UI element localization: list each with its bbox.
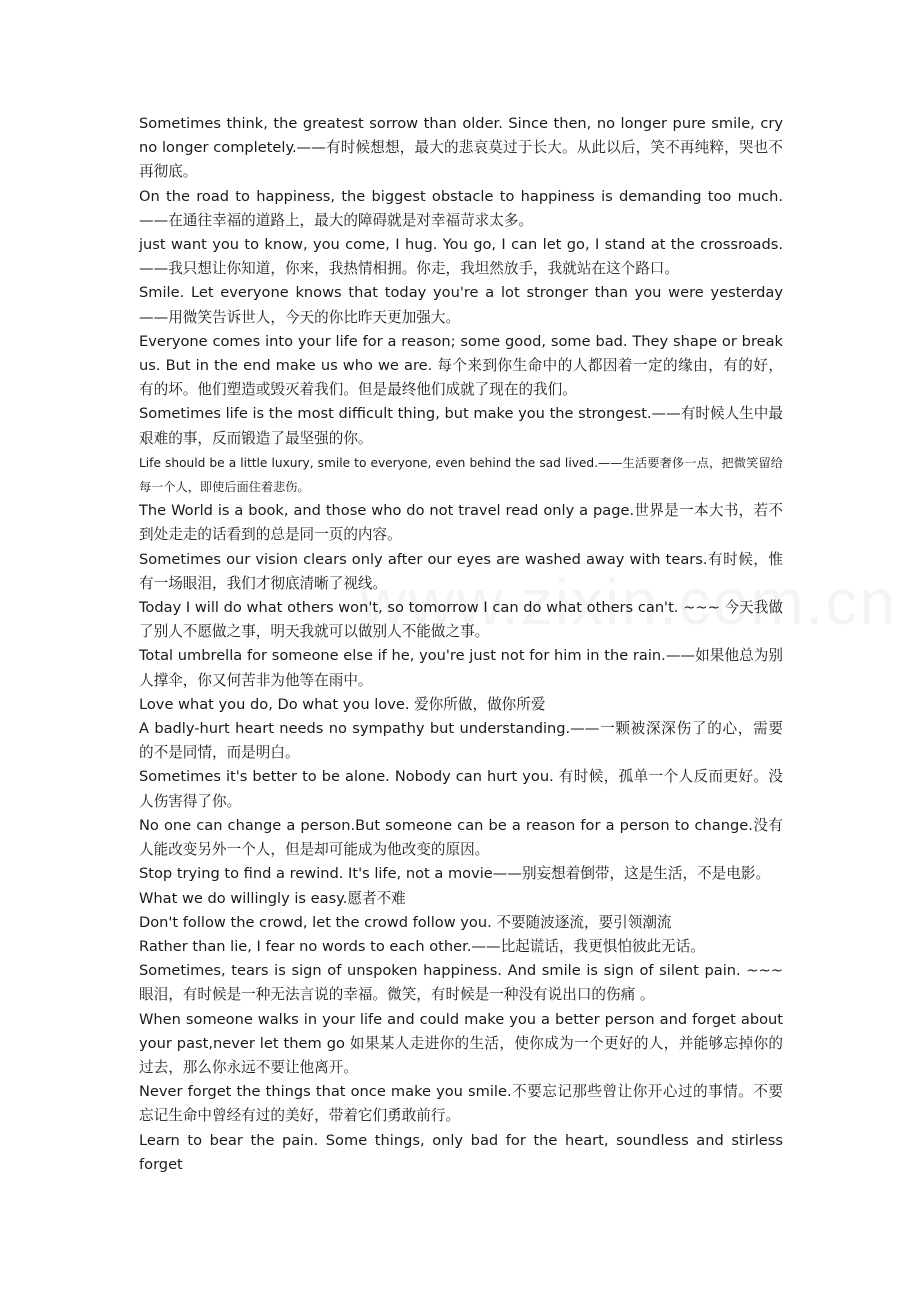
quote-paragraph: When someone walks in your life and could make you a better person and forget about your past,never let them go 如果某人走进你的生活，使你成为一个更好的人，并能够忘掉你的过去，那么你永远不要让他离开。 [139,1010,783,1076]
quote-paragraph: Don't follow the crowd, let the crowd follow you. 不要随波逐流，要引领潮流 [139,913,672,931]
quote-paragraph: No one can change a person.But someone can be a reason for a person to change.没有人能改变另外一个人，但是却可能成为他改变的原因。 [139,816,783,859]
quote-paragraph: Sometimes it's better to be alone. Nobody can hurt you. 有时候，孤单一个人反而更好。没人伤害得了你。 [139,768,783,810]
document-body [139,112,783,1177]
quote-paragraph: A badly-hurt heart needs no sympathy but understanding.——一颗被深深伤了的心，需要的不是同情，而是明白。 [139,720,783,762]
quote-paragraph: Sometimes life is the most difficult thing, but make you the strongest.——有时候人生中最艰难的事，反而锻造了最坚强的你。 [139,405,783,447]
quote-paragraph: Sometimes, tears is sign of unspoken happiness. And smile is sign of silent pain. ~~~ 眼泪，有时候是一种无法言说的幸福。微笑，有时候是一种没有说出口的伤痛 。 [139,962,783,1004]
quote-paragraph: Everyone comes into your life for a reason; some good, some bad. They shape or break us. But in the end make us who we are. 每个来到你生命中的人都因着一定的缘由，有的好，有的坏。他们塑造或毁灭着我们。但是最终他们成就了现在的我们。 [139,332,783,399]
quote-paragraph: Total umbrella for someone else if he, you're just not for him in the rain.——如果他总为别人撑伞，你又何苦非为他等在雨中。 [139,647,783,689]
quote-paragraph: Sometimes think, the greatest sorrow than older. Since then, no longer pure smile, cry no longer completely.——有时候想想，最大的悲哀莫过于长大。从此以后，笑不再纯粹，哭也不再彻底。 [139,115,783,181]
quote-paragraph: Life should be a little luxury, smile to everyone, even behind the sad lived.——生活要奢侈一点，把微笑留给每一个人，即使后面住着悲伤。 [139,455,783,495]
quote-paragraph: Stop trying to find a rewind. It's life, not a movie——别妄想着倒带，这是生活，不是电影。 [139,865,771,883]
quote-paragraph: Never forget the things that once make you smile.不要忘记那些曾让你开心过的事情。不要忘记生命中曾经有过的美好，带着它们勇敢前行。 [139,1083,783,1125]
quote-paragraph: Smile. Let everyone knows that today you're a lot stronger than you were yesterday——用微笑告诉世人，今天的你比昨天更加强大。 [139,284,783,326]
quote-paragraph: Rather than lie, I fear no words to each other.——比起谎话，我更惧怕彼此无话。 [139,937,705,955]
quote-paragraph: Today I will do what others won't, so tomorrow I can do what others can't. ~~~ 今天我做了别人不愿做之事，明天我就可以做别人不能做之事。 [139,599,783,641]
quote-paragraph: Sometimes our vision clears only after our eyes are washed away with tears.有时候，惟有一场眼泪，我们才彻底清晰了视线。 [139,550,783,592]
quote-paragraph: just want you to know, you come, I hug. You go, I can let go, I stand at the crossroads.——我只想让你知道，你来，我热情相拥。你走，我坦然放手，我就站在这个路口。 [139,236,783,278]
quote-paragraph: Love what you do, Do what you love. 爱你所做，做你所爱 [139,695,546,713]
quote-paragraph: On the road to happiness, the biggest obstacle to happiness is demanding too much.——在通往幸福的道路上，最大的障碍就是对幸福苛求太多。 [139,187,783,229]
quote-paragraph: What we do willingly is easy.愿者不难 [139,889,406,907]
quote-paragraph: Learn to bear the pain. Some things, only bad for the heart, soundless and stirless forget [139,1131,783,1173]
quote-paragraph: The World is a book, and those who do not travel read only a page.世界是一本大书，若不到处走走的话看到的总是同一页的内容。 [139,502,783,544]
